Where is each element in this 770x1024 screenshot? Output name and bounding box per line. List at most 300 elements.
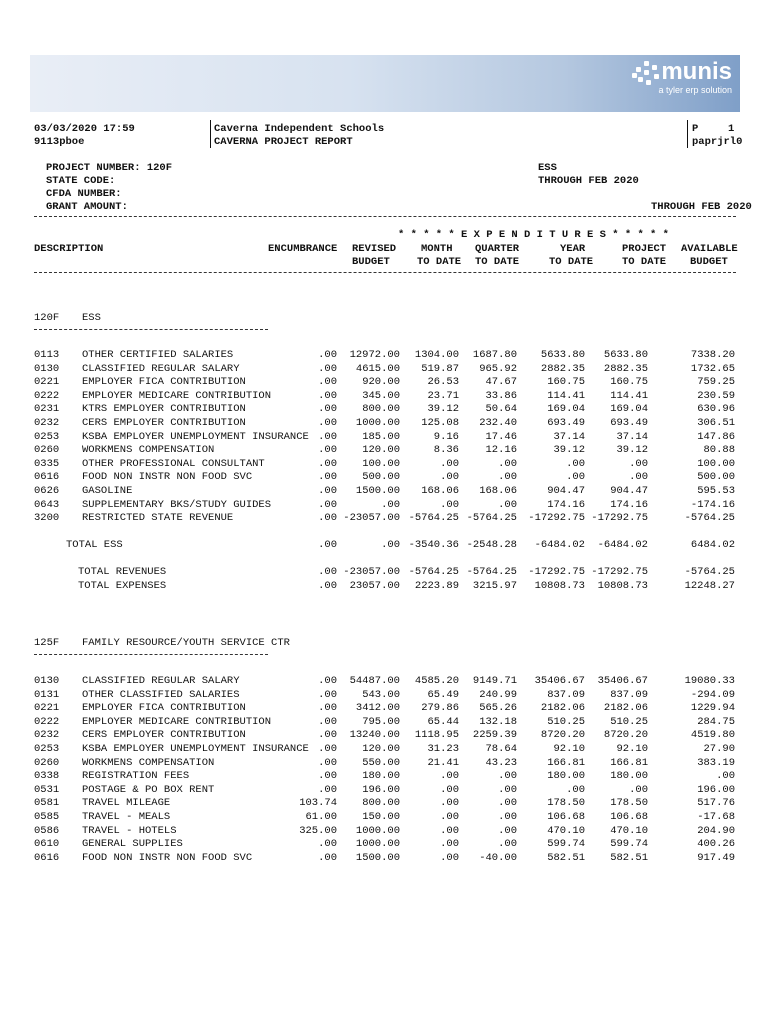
- year-to-date: 92.10: [553, 743, 585, 755]
- account-code: 0131: [34, 688, 60, 701]
- encumbrance: .00: [318, 715, 337, 728]
- available-budget: 7338.20: [690, 349, 735, 361]
- year-to-date: 114.41: [547, 389, 585, 402]
- available-budget: 196.00: [697, 783, 735, 796]
- month-to-date: .00: [440, 457, 459, 470]
- project-to-date: 599.74: [610, 838, 648, 851]
- table-row: [0, 417, 770, 430]
- col-revised: REVISED: [352, 243, 397, 255]
- quarter-to-date: .00: [498, 824, 517, 837]
- account-description: EMPLOYER FICA CONTRIBUTION: [82, 376, 246, 389]
- encumbrance: .00: [318, 376, 337, 389]
- col-project: PROJECT: [622, 243, 667, 255]
- table-row: [0, 471, 770, 484]
- month-to-date: .00: [440, 783, 459, 796]
- revised-budget: 120.00: [362, 444, 400, 457]
- available-budget: 595.53: [697, 485, 735, 497]
- month-to-date: .00: [440, 838, 459, 851]
- encumbrance: .00: [318, 417, 337, 429]
- quarter-to-date: 232.40: [479, 417, 517, 429]
- month-to-date: 26.53: [427, 376, 459, 389]
- quarter-to-date: 50.64: [485, 403, 517, 416]
- month-to-date: 519.87: [421, 362, 459, 375]
- account-description: CERS EMPLOYER CONTRIBUTION: [82, 417, 246, 429]
- table-row: [0, 797, 770, 810]
- account-code: 0616: [34, 471, 60, 484]
- account-code: 0626: [34, 485, 60, 497]
- col-available: AVAILABLE: [681, 243, 738, 255]
- quarter-to-date: 565.26: [479, 702, 517, 715]
- project-to-date: 904.47: [610, 485, 648, 497]
- encumbrance: .00: [318, 566, 337, 578]
- account-description: GASOLINE: [82, 485, 133, 497]
- program-id: paprjrl0: [692, 136, 743, 148]
- project-to-date: 180.00: [610, 770, 648, 783]
- total-revenues-row: [0, 566, 770, 579]
- report-datetime: 03/03/2020 17:59: [34, 123, 135, 135]
- encumbrance: .00: [318, 743, 337, 755]
- revised-budget: 1500.00: [355, 485, 400, 497]
- table-row: [0, 729, 770, 742]
- project-to-date: 8720.20: [603, 729, 648, 742]
- header-divider-right: [687, 120, 688, 148]
- encumbrance: .00: [318, 783, 337, 796]
- project-to-date: 114.41: [610, 389, 648, 402]
- table-row: [0, 716, 770, 729]
- quarter-to-date: .00: [498, 471, 517, 484]
- month-to-date: .00: [440, 471, 459, 484]
- table-row: [0, 743, 770, 756]
- project-to-date: 166.81: [610, 756, 648, 769]
- account-code: 0643: [34, 498, 60, 511]
- col-year: YEAR: [560, 243, 586, 255]
- revised-budget: 543.00: [362, 688, 400, 701]
- account-description: OTHER PROFESSIONAL CONSULTANT: [82, 457, 265, 470]
- account-code: 0232: [34, 417, 60, 429]
- year-to-date: 510.25: [547, 715, 585, 728]
- account-description: KTRS EMPLOYER CONTRIBUTION: [82, 403, 246, 416]
- quarter-to-date: 3215.97: [472, 580, 517, 592]
- revised-budget: 800.00: [362, 403, 400, 416]
- account-description: EMPLOYER MEDICARE CONTRIBUTION: [82, 389, 272, 402]
- encumbrance: .00: [318, 362, 337, 375]
- available-budget: .00: [716, 770, 735, 783]
- logo-name: munis: [661, 58, 732, 85]
- quarter-to-date: -5764.25: [466, 566, 517, 578]
- quarter-to-date: 132.18: [479, 715, 517, 728]
- month-to-date: 8.36: [433, 444, 459, 457]
- total-label: TOTAL ESS: [66, 539, 123, 551]
- revised-budget: 100.00: [362, 457, 400, 470]
- account-description: OTHER CLASSIFIED SALARIES: [82, 688, 240, 701]
- revised-budget: 4615.00: [355, 362, 400, 375]
- col-month: MONTH: [421, 243, 453, 255]
- year-to-date: 8720.20: [540, 729, 585, 742]
- month-to-date: -5764.25: [408, 512, 459, 525]
- header-divider: [210, 120, 211, 148]
- quarter-to-date: .00: [498, 783, 517, 796]
- available-budget: 80.88: [703, 444, 735, 457]
- available-budget: 284.75: [697, 715, 735, 728]
- quarter-to-date: 33.86: [485, 389, 517, 402]
- account-code: 0130: [34, 362, 60, 375]
- revised-budget: 1000.00: [355, 417, 400, 429]
- account-code: 0231: [34, 403, 60, 416]
- year-to-date: 180.00: [547, 770, 585, 783]
- account-description: WORKMENS COMPENSATION: [82, 756, 215, 769]
- month-to-date: .00: [440, 770, 459, 783]
- expenditures-banner: * * * * * E X P E N D I T U R E S * * * * *: [398, 229, 669, 241]
- year-to-date: 178.50: [547, 797, 585, 810]
- month-to-date: 1118.95: [414, 729, 459, 742]
- project-to-date: 837.09: [610, 688, 648, 701]
- month-to-date: 9.16: [433, 430, 459, 443]
- table-row: [0, 811, 770, 824]
- project-to-date: 2182.06: [603, 702, 648, 715]
- quarter-to-date: .00: [498, 457, 517, 470]
- table-row: [0, 675, 770, 688]
- revised-budget: 1000.00: [355, 838, 400, 851]
- revised-budget: 120.00: [362, 743, 400, 755]
- account-description: TRAVEL - MEALS: [82, 811, 171, 823]
- year-to-date: 39.12: [553, 444, 585, 457]
- project-to-date: 178.50: [610, 797, 648, 810]
- year-to-date: 2882.35: [540, 362, 585, 375]
- available-budget: 4519.80: [690, 729, 735, 742]
- year-to-date: 169.04: [547, 403, 585, 416]
- quarter-to-date: 9149.71: [472, 675, 517, 687]
- account-code: 0113: [34, 349, 60, 361]
- table-row: [0, 499, 770, 512]
- encumbrance: .00: [318, 770, 337, 783]
- quarter-to-date: .00: [498, 811, 517, 823]
- logo-tagline: a tyler erp solution: [658, 85, 732, 95]
- year-to-date: 106.68: [547, 811, 585, 823]
- table-row: [0, 485, 770, 498]
- month-to-date: 31.23: [427, 743, 459, 755]
- project-to-date: 470.10: [610, 824, 648, 837]
- project-to-date: .00: [629, 471, 648, 484]
- account-code: 0338: [34, 770, 60, 783]
- revised-budget: 500.00: [362, 471, 400, 484]
- available-budget: 230.59: [697, 389, 735, 402]
- month-to-date: 4585.20: [414, 675, 459, 687]
- encumbrance: .00: [318, 851, 337, 864]
- section-code-2: 125F: [34, 637, 60, 649]
- revised-budget: 180.00: [362, 770, 400, 783]
- project-to-date: -17292.75: [591, 566, 648, 578]
- project-to-date: -6484.02: [597, 539, 648, 551]
- table-row: [0, 770, 770, 783]
- table-row: [0, 376, 770, 389]
- encumbrance: .00: [318, 756, 337, 769]
- month-to-date: 125.08: [421, 417, 459, 429]
- account-description: OTHER CERTIFIED SALARIES: [82, 349, 234, 361]
- encumbrance: 103.74: [299, 797, 337, 810]
- year-to-date: 174.16: [547, 498, 585, 511]
- month-to-date: 39.12: [427, 403, 459, 416]
- project-to-date: 106.68: [610, 811, 648, 823]
- col-project-2: TO DATE: [622, 256, 667, 268]
- account-code: 0610: [34, 838, 60, 851]
- revised-budget: -23057.00: [343, 566, 400, 578]
- year-to-date: 904.47: [547, 485, 585, 497]
- quarter-to-date: 43.23: [485, 756, 517, 769]
- account-description: KSBA EMPLOYER UNEMPLOYMENT INSURANCE: [82, 430, 309, 443]
- report-banner: [30, 55, 740, 112]
- month-to-date: 279.86: [421, 702, 459, 715]
- quarter-to-date: 78.64: [485, 743, 517, 755]
- available-budget: -5764.25: [684, 512, 735, 525]
- revised-budget: 800.00: [362, 797, 400, 810]
- table-row: [0, 512, 770, 525]
- project-to-date: 10808.73: [597, 580, 648, 592]
- encumbrance: .00: [318, 498, 337, 511]
- month-to-date: -5764.25: [408, 566, 459, 578]
- account-code: 0616: [34, 851, 60, 864]
- available-budget: 306.51: [697, 417, 735, 429]
- available-budget: 400.26: [697, 838, 735, 851]
- encumbrance: .00: [318, 539, 337, 551]
- account-description: TRAVEL MILEAGE: [82, 797, 171, 810]
- available-budget: 630.96: [697, 403, 735, 416]
- encumbrance: .00: [318, 729, 337, 742]
- quarter-to-date: 17.46: [485, 430, 517, 443]
- month-to-date: 2223.89: [414, 580, 459, 592]
- encumbrance: .00: [318, 444, 337, 457]
- year-to-date: .00: [566, 457, 585, 470]
- available-budget: -174.16: [690, 498, 735, 511]
- month-to-date: 23.71: [427, 389, 459, 402]
- revised-budget: 150.00: [362, 811, 400, 823]
- revised-budget: 1500.00: [355, 851, 400, 864]
- col-quarter: QUARTER: [475, 243, 520, 255]
- account-description: TRAVEL - HOTELS: [82, 824, 177, 837]
- total-label: TOTAL EXPENSES: [78, 580, 167, 592]
- month-to-date: .00: [440, 498, 459, 511]
- year-to-date: .00: [566, 471, 585, 484]
- account-description: SUPPLEMENTARY BKS/STUDY GUIDES: [82, 498, 272, 511]
- quarter-to-date: 1687.80: [472, 349, 517, 361]
- table-row: [0, 757, 770, 770]
- project-to-date: .00: [629, 783, 648, 796]
- year-to-date: 166.81: [547, 756, 585, 769]
- account-description: CLASSIFIED REGULAR SALARY: [82, 362, 240, 375]
- table-row: [0, 458, 770, 471]
- quarter-to-date: 47.67: [485, 376, 517, 389]
- account-code: 0232: [34, 729, 60, 742]
- project-to-date: 37.14: [616, 430, 648, 443]
- account-code: 0585: [34, 811, 60, 823]
- available-budget: 6484.02: [690, 539, 735, 551]
- table-row: [0, 349, 770, 362]
- col-month-2: TO DATE: [417, 256, 462, 268]
- col-available-2: BUDGET: [690, 256, 728, 268]
- year-to-date: 5633.80: [540, 349, 585, 361]
- quarter-to-date: 965.92: [479, 362, 517, 375]
- revised-budget: 3412.00: [355, 702, 400, 715]
- year-to-date: 35406.67: [534, 675, 585, 687]
- total-label: TOTAL REVENUES: [78, 566, 167, 578]
- available-budget: 204.90: [697, 824, 735, 837]
- account-code: 0130: [34, 675, 60, 687]
- quarter-to-date: .00: [498, 498, 517, 511]
- project-to-date: 693.49: [610, 417, 648, 429]
- revised-budget: 185.00: [362, 430, 400, 443]
- month-to-date: .00: [440, 824, 459, 837]
- col-quarter-2: TO DATE: [475, 256, 520, 268]
- grant-amount: GRANT AMOUNT:: [46, 201, 128, 213]
- col-revised-2: BUDGET: [352, 256, 390, 268]
- account-description: WORKMENS COMPENSATION: [82, 444, 215, 457]
- available-budget: -294.09: [690, 688, 735, 701]
- year-to-date: 599.74: [547, 838, 585, 851]
- project-name: ESS: [538, 162, 557, 174]
- revised-budget: 345.00: [362, 389, 400, 402]
- table-row: [0, 825, 770, 838]
- quarter-to-date: .00: [498, 797, 517, 810]
- org-name: Caverna Independent Schools: [214, 123, 385, 135]
- table-row: [0, 390, 770, 403]
- account-description: CERS EMPLOYER CONTRIBUTION: [82, 729, 246, 742]
- available-budget: 517.76: [697, 797, 735, 810]
- encumbrance: .00: [318, 457, 337, 470]
- section-rule: [34, 329, 268, 330]
- table-row: [0, 689, 770, 702]
- account-code: 0222: [34, 389, 60, 402]
- section-title-2: FAMILY RESOURCE/YOUTH SERVICE CTR: [82, 637, 290, 649]
- table-row: [0, 702, 770, 715]
- project-to-date: -17292.75: [591, 512, 648, 525]
- quarter-to-date: 168.06: [479, 485, 517, 497]
- section-rule-2: [34, 654, 268, 655]
- available-budget: 147.86: [697, 430, 735, 443]
- account-code: 0221: [34, 702, 60, 715]
- revised-budget: 12972.00: [349, 349, 400, 361]
- table-row: [0, 363, 770, 376]
- quarter-to-date: 2259.39: [472, 729, 517, 742]
- through-date-right: THROUGH FEB 2020: [651, 201, 752, 213]
- available-budget: 19080.33: [684, 675, 735, 687]
- year-to-date: 470.10: [547, 824, 585, 837]
- month-to-date: 65.49: [427, 688, 459, 701]
- project-to-date: 92.10: [616, 743, 648, 755]
- project-to-date: 5633.80: [603, 349, 648, 361]
- year-to-date: -6484.02: [534, 539, 585, 551]
- project-to-date: 174.16: [610, 498, 648, 511]
- revised-budget: -23057.00: [343, 512, 400, 525]
- account-code: 0260: [34, 444, 60, 457]
- table-row: [0, 838, 770, 851]
- month-to-date: -3540.36: [408, 539, 459, 551]
- quarter-to-date: 240.99: [479, 688, 517, 701]
- account-description: REGISTRATION FEES: [82, 770, 190, 783]
- project-to-date: 39.12: [616, 444, 648, 457]
- year-to-date: 37.14: [553, 430, 585, 443]
- revised-budget: 1000.00: [355, 824, 400, 837]
- table-row: [0, 431, 770, 444]
- year-to-date: 693.49: [547, 417, 585, 429]
- revised-budget: 920.00: [362, 376, 400, 389]
- encumbrance: .00: [318, 512, 337, 525]
- account-code: 0253: [34, 743, 60, 755]
- year-to-date: .00: [566, 783, 585, 796]
- available-budget: 383.19: [697, 756, 735, 769]
- revised-budget: .00: [381, 498, 400, 511]
- account-description: CLASSIFIED REGULAR SALARY: [82, 675, 240, 687]
- report-name: CAVERNA PROJECT REPORT: [214, 136, 353, 148]
- total-row: [0, 539, 770, 552]
- account-description: KSBA EMPLOYER UNEMPLOYMENT INSURANCE: [82, 743, 309, 755]
- encumbrance: .00: [318, 485, 337, 497]
- encumbrance: .00: [318, 349, 337, 361]
- year-to-date: 10808.73: [534, 580, 585, 592]
- encumbrance: .00: [318, 403, 337, 416]
- quarter-to-date: -40.00: [479, 851, 517, 864]
- account-code: 0221: [34, 376, 60, 389]
- year-to-date: 837.09: [547, 688, 585, 701]
- year-to-date: 2182.06: [540, 702, 585, 715]
- page-label: P: [692, 123, 699, 135]
- available-budget: 917.49: [697, 851, 735, 864]
- revised-budget: .00: [381, 539, 400, 551]
- encumbrance: .00: [318, 430, 337, 443]
- project-to-date: 35406.67: [597, 675, 648, 687]
- project-number: PROJECT NUMBER: 120F: [46, 162, 173, 174]
- available-budget: 1229.94: [690, 702, 735, 715]
- month-to-date: .00: [440, 797, 459, 810]
- revised-budget: 550.00: [362, 756, 400, 769]
- month-to-date: .00: [440, 811, 459, 823]
- account-description: FOOD NON INSTR NON FOOD SVC: [82, 471, 253, 484]
- month-to-date: 21.41: [427, 756, 459, 769]
- cfda-number: CFDA NUMBER:: [46, 188, 122, 200]
- project-to-date: 169.04: [610, 403, 648, 416]
- year-to-date: 582.51: [547, 851, 585, 864]
- quarter-to-date: .00: [498, 770, 517, 783]
- available-budget: 759.25: [697, 376, 735, 389]
- account-description: EMPLOYER MEDICARE CONTRIBUTION: [82, 715, 272, 728]
- revised-budget: 196.00: [362, 783, 400, 796]
- column-rule: [34, 272, 736, 273]
- munis-logo: [658, 59, 732, 96]
- through-date: THROUGH FEB 2020: [538, 175, 639, 187]
- account-code: 0586: [34, 824, 60, 837]
- table-row: [0, 444, 770, 457]
- encumbrance: .00: [318, 580, 337, 592]
- available-budget: -17.68: [697, 811, 735, 823]
- account-code: 3200: [34, 512, 60, 525]
- encumbrance: 61.00: [305, 811, 337, 823]
- month-to-date: 65.44: [427, 715, 459, 728]
- revised-budget: 54487.00: [349, 675, 400, 687]
- available-budget: 1732.65: [690, 362, 735, 375]
- revised-budget: 795.00: [362, 715, 400, 728]
- available-budget: 100.00: [697, 457, 735, 470]
- total-expenses-row: [0, 580, 770, 593]
- revised-budget: 13240.00: [349, 729, 400, 742]
- account-code: 0335: [34, 457, 60, 470]
- table-row: [0, 852, 770, 865]
- page-number: 1: [728, 123, 735, 135]
- section-code: 120F: [34, 312, 60, 324]
- project-to-date: 582.51: [610, 851, 648, 864]
- account-description: EMPLOYER FICA CONTRIBUTION: [82, 702, 246, 715]
- account-code: 0581: [34, 797, 60, 810]
- quarter-to-date: -5764.25: [466, 512, 517, 525]
- account-description: RESTRICTED STATE REVENUE: [82, 512, 234, 525]
- section-title: ESS: [82, 312, 101, 324]
